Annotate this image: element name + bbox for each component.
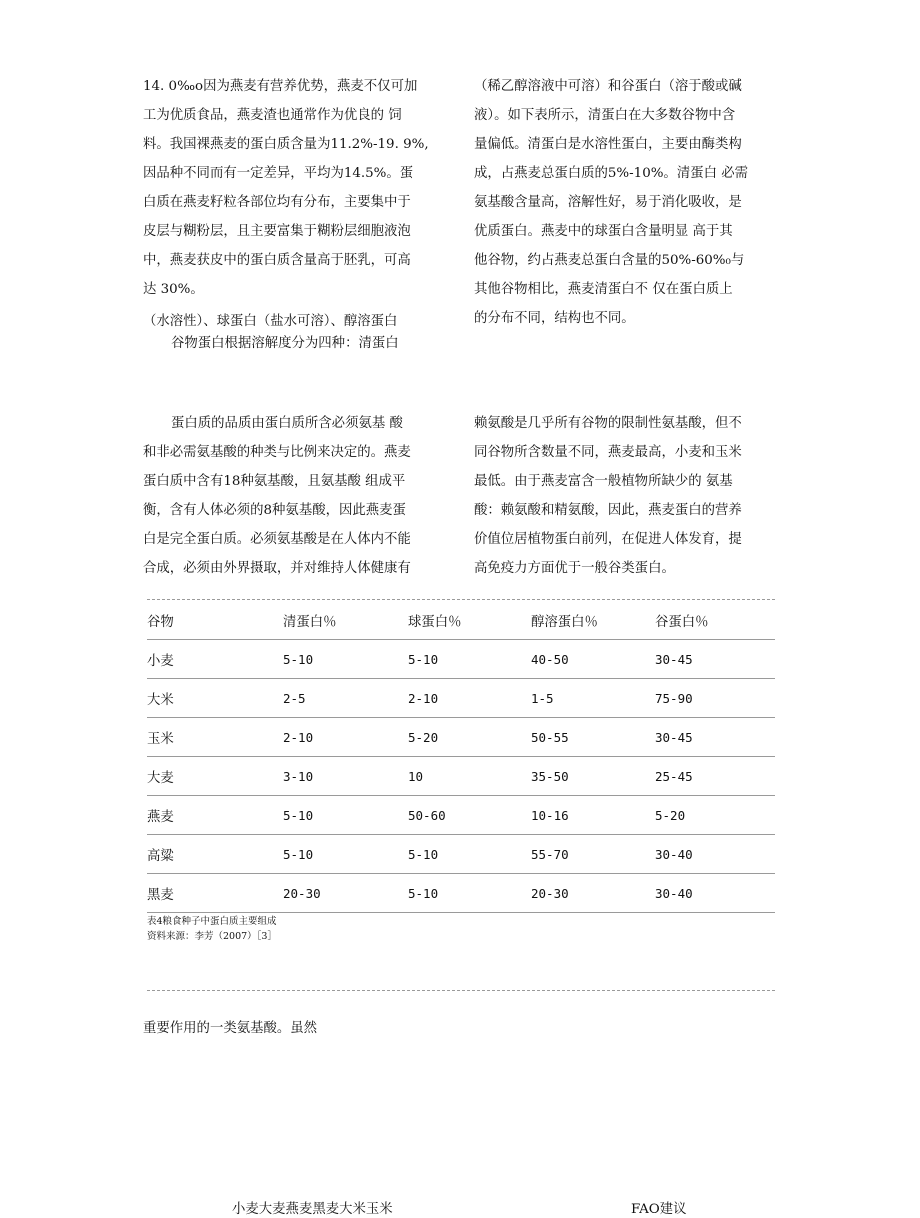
table-caption: 表4粮食种子中蛋白质主要组成 <box>147 916 277 927</box>
continuation-text: 重要作用的一类氨基酸。虽然 <box>143 1021 318 1036</box>
text-line: 他谷物，约占燕麦总蛋白含量的50%-60%₀与 <box>474 253 745 268</box>
value-cell: 10 <box>408 757 531 796</box>
table-row <box>147 757 775 796</box>
text-line: 合成，必须由外界摄取，并对维持人体健康有 <box>143 561 411 576</box>
grain-cell: 黑麦 <box>147 874 283 913</box>
header-cell: 清蛋白％ <box>283 601 408 640</box>
text-line: 蛋白质中含有18种氨基酸，且氨基酸 组成平 <box>143 474 406 489</box>
grain-cell: 玉米 <box>147 718 283 757</box>
table-row <box>147 718 775 757</box>
grain-cell: 大米 <box>147 679 283 718</box>
value-cell: 5-10 <box>408 835 531 874</box>
value-cell: 55-70 <box>531 835 655 874</box>
text-line: 其他谷物相比，燕麦清蛋白不 仅在蛋白质上 <box>474 282 733 297</box>
table-source: 资料来源：李芳（2007）［3］ <box>147 931 277 942</box>
text-line: 液）。如下表所示，清蛋白在大多数谷物中含 <box>474 108 736 123</box>
value-cell: 30-45 <box>655 640 775 679</box>
section2-left-column <box>143 409 443 583</box>
value-cell: 25-45 <box>655 757 775 796</box>
value-cell: 75-90 <box>655 679 775 718</box>
table-row <box>147 874 775 913</box>
table-row <box>147 679 775 718</box>
table-top-rule <box>147 599 775 600</box>
grain-cell: 大麦 <box>147 757 283 796</box>
section2-right-column <box>474 409 774 583</box>
text-line: 达 30%。 <box>143 282 204 297</box>
value-cell: 20-30 <box>283 874 408 913</box>
value-cell: 5-10 <box>283 640 408 679</box>
text-line: 赖氨酸是几乎所有谷物的限制性氨基酸，但不 <box>474 416 742 431</box>
table-header-row <box>147 601 775 640</box>
value-cell: 5-20 <box>655 796 775 835</box>
text-line: 酸：赖氨酸和精氨酸，因此，燕麦蛋白的营养 <box>474 503 742 518</box>
text-line: 因品种不同而有一定差异，平均为14.5%。蛋 <box>143 166 414 181</box>
header-cell: 谷物 <box>147 601 283 640</box>
value-cell: 20-30 <box>531 874 655 913</box>
section-divider <box>147 990 775 991</box>
value-cell: 5-10 <box>283 835 408 874</box>
text-line: 最低。由于燕麦富含一般植物所缺少的 氨基 <box>474 474 733 489</box>
text-line: 的分布不同，结构也不同。 <box>474 311 635 326</box>
text-line: 中，燕麦获皮中的蛋白质含量高于胚乳，可高 <box>143 253 411 268</box>
text-line: 谷物蛋白根据溶解度分为四种：清蛋白 <box>171 336 399 351</box>
value-cell: 40-50 <box>531 640 655 679</box>
value-cell: 5-10 <box>408 874 531 913</box>
text-line: 价值位居植物蛋白前列，在促进人体发育，提 <box>474 532 742 547</box>
value-cell: 30-45 <box>655 718 775 757</box>
text-line: 和非必需氨基酸的种类与比例来决定的。燕麦 <box>143 445 411 460</box>
text-line: 衡，含有人体必须的8种氨基酸，因此燕麦蛋 <box>143 503 406 518</box>
text-line: 14. 0‰o因为燕麦有营养优势，燕麦不仅可加 <box>143 79 418 94</box>
text-line: （水溶性）、球蛋白（盐水可溶）、醇溶蛋白 <box>143 314 398 329</box>
value-cell: 30-40 <box>655 835 775 874</box>
value-cell: 50-60 <box>408 796 531 835</box>
value-cell: 2-5 <box>283 679 408 718</box>
value-cell: 5-10 <box>283 796 408 835</box>
text-line: 皮层与糊粉层，且主要富集于糊粉层细胞液泡 <box>143 224 411 239</box>
protein-composition-table <box>147 601 775 913</box>
text-line: 成，占燕麦总蛋白质的5%-10%。清蛋白 必需 <box>474 166 749 181</box>
footer-grains-label: 小麦大麦燕麦黑麦大米玉米 <box>232 1202 393 1217</box>
grain-cell: 高粱 <box>147 835 283 874</box>
header-cell: 谷蛋白％ <box>655 601 775 640</box>
header-cell: 球蛋白％ <box>408 601 531 640</box>
section1-right-column <box>474 72 774 333</box>
value-cell: 35-50 <box>531 757 655 796</box>
table-row <box>147 640 775 679</box>
text-line: 白质在燕麦籽粒各部位均有分布，主要集中于 <box>143 195 411 210</box>
value-cell: 3-10 <box>283 757 408 796</box>
text-line: （稀乙醇溶液中可溶）和谷蛋白（溶于酸或碱 <box>474 79 742 94</box>
text-line: 工为优质食品，燕麦渣也通常作为优良的 饲 <box>143 108 402 123</box>
text-line: 白是完全蛋白质。必须氨基酸是在人体内不能 <box>143 532 411 547</box>
table-row <box>147 835 775 874</box>
grain-cell: 燕麦 <box>147 796 283 835</box>
text-line: 料。我国裸燕麦的蛋白质含量为11.2%-19. 9%, <box>143 137 429 152</box>
value-cell: 2-10 <box>283 718 408 757</box>
value-cell: 2-10 <box>408 679 531 718</box>
table-row <box>147 796 775 835</box>
value-cell: 5-10 <box>408 640 531 679</box>
text-line: 量偏低。清蛋白是水溶性蛋白，主要由酶类构 <box>474 137 742 152</box>
header-cell: 醇溶蛋白％ <box>531 601 655 640</box>
value-cell: 30-40 <box>655 874 775 913</box>
value-cell: 50-55 <box>531 718 655 757</box>
value-cell: 1-5 <box>531 679 655 718</box>
text-line: 优质蛋白。燕麦中的球蛋白含量明显 高于其 <box>474 224 733 239</box>
footer-fao-label: FAO建议 <box>631 1202 687 1217</box>
grain-cell: 小麦 <box>147 640 283 679</box>
text-line: 同谷物所含数量不同，燕麦最高，小麦和玉米 <box>474 445 742 460</box>
value-cell: 5-20 <box>408 718 531 757</box>
value-cell: 10-16 <box>531 796 655 835</box>
section1-left-column <box>143 72 443 355</box>
text-line: 高免疫力方面优于一般谷类蛋白。 <box>474 561 675 576</box>
text-line: 氨基酸含量高，溶解性好，易于消化吸收，是 <box>474 195 742 210</box>
text-line: 蛋白质的品质由蛋白质所含必须氨基 酸 <box>171 416 403 431</box>
